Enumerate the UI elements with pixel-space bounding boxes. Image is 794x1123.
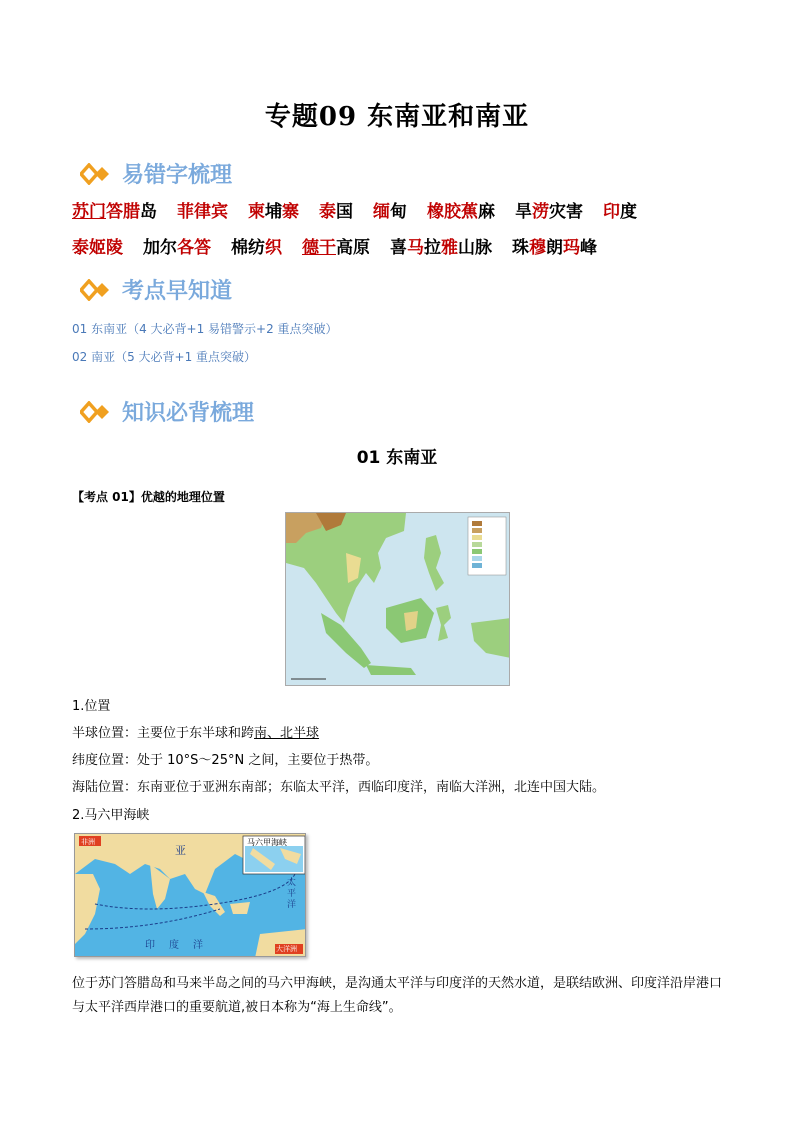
toc-item-1[interactable]: 01 东南亚（4 大必背+1 易错警示+2 重点突破） <box>72 322 338 336</box>
typo-term-part: 拉 <box>424 238 441 258</box>
typo-term-part: 国 <box>336 202 353 222</box>
map-label-indian-ocean: 印度洋 <box>145 940 217 951</box>
typo-term-part: 甸 <box>390 202 407 222</box>
map-label-africa: 非洲 <box>81 838 95 846</box>
typo-term-part: 菲律宾 <box>177 202 228 222</box>
subsection-title: 01 东南亚 <box>356 448 438 468</box>
typo-term-part: 玛 <box>563 238 580 258</box>
typo-term-part: 埔 <box>265 202 282 222</box>
double-diamond-icon <box>80 163 114 185</box>
typo-term-part: 岛 <box>140 202 157 222</box>
typo-term-part: 橡胶蕉 <box>427 202 478 222</box>
section-heading-label: 考点早知道 <box>122 279 233 304</box>
typo-term-part: 各答 <box>177 238 211 258</box>
malacca-paragraph: 位于苏门答腊岛和马来半岛之间的马六甲海峡，是沟通太平洋与印度洋的天然水道，是联结欧洲、印度洋沿岸港口与太平洋西岸港口的重要航道,被日本称为“海上生命线”。 <box>72 976 723 1015</box>
topographic-map-image <box>286 513 510 686</box>
typo-term-part: 印 <box>603 202 620 222</box>
section-heading-typo <box>80 158 232 189</box>
heading-location: 1.位置 <box>72 699 111 714</box>
map-inset-title: 马六甲海峡 <box>247 838 287 847</box>
typo-term <box>302 238 370 258</box>
typo-term-part: 雅 <box>441 238 458 258</box>
map-label-oceania: 大洋洲 <box>276 945 297 953</box>
typo-term-part: 泰姬陵 <box>72 238 123 258</box>
typo-term <box>515 202 583 222</box>
typo-term <box>177 202 228 222</box>
typo-term-part: 山脉 <box>458 238 492 258</box>
hemisphere-text: 半球位置：主要位于东半球和跨 <box>72 726 255 741</box>
double-diamond-icon <box>80 279 114 301</box>
section-heading-points <box>80 274 232 305</box>
section-heading-label: 知识必背梳理 <box>122 401 255 426</box>
typo-term-part: 穆 <box>529 238 546 258</box>
typo-term-part: 织 <box>265 238 282 258</box>
typo-term <box>603 202 637 222</box>
typo-term-part: 寨 <box>282 202 299 222</box>
typo-word-row-1 <box>72 197 657 222</box>
typo-term-part: 柬 <box>248 202 265 222</box>
typo-term-part: 泰 <box>319 202 336 222</box>
typo-term <box>512 238 597 258</box>
section-heading-label: 易错字梳理 <box>122 163 233 188</box>
typo-term-part: 缅 <box>373 202 390 222</box>
map-label-asia: 亚 <box>175 844 186 857</box>
typo-term-part: 度 <box>620 202 637 222</box>
typo-term-part: 朗 <box>546 238 563 258</box>
typo-term-part: 德干 <box>302 238 336 258</box>
sea-land-line: 海陆位置：东南亚位于亚洲东南部；东临太平洋，西临印度洋，南临大洋洲，北连中国大陆。 <box>72 780 606 795</box>
typo-term <box>72 202 157 222</box>
typo-term-part: 答腊 <box>106 202 140 222</box>
typo-term <box>373 202 407 222</box>
typo-term-part: 棉纺 <box>231 238 265 258</box>
typo-term-part: 喜 <box>390 238 407 258</box>
typo-term-part: 旱 <box>515 202 532 222</box>
typo-term-part: 苏门 <box>72 202 106 222</box>
typo-term-part: 涝 <box>532 202 549 222</box>
map-label-pacific: 太平洋 <box>287 878 297 910</box>
typo-term <box>72 238 123 258</box>
typo-term-part: 高原 <box>336 238 370 258</box>
typo-term-part: 麻 <box>478 202 495 222</box>
typo-term-part: 马 <box>407 238 424 258</box>
typo-term <box>143 238 211 258</box>
typo-term-part: 珠 <box>512 238 529 258</box>
typo-term-part: 峰 <box>580 238 597 258</box>
typo-term <box>390 238 492 258</box>
page-title: 专题09 东南亚和南亚 <box>264 102 530 132</box>
typo-term <box>427 202 495 222</box>
section-heading-knowledge <box>80 396 254 427</box>
toc-item-2[interactable]: 02 南亚（5 大必背+1 重点突破） <box>72 350 257 364</box>
malacca-strait-map <box>74 833 306 957</box>
point-label: 【考点 01】优越的地理位置 <box>72 490 225 504</box>
hemisphere-underlined: 南、北半球 <box>254 726 320 741</box>
typo-term <box>248 202 299 222</box>
typo-word-row-2 <box>72 233 617 258</box>
typo-term-part: 灾害 <box>549 202 583 222</box>
double-diamond-icon <box>80 401 114 423</box>
heading-malacca: 2.马六甲海峡 <box>72 808 150 823</box>
typo-term <box>231 238 282 258</box>
hemisphere-line <box>72 722 319 741</box>
typo-term <box>319 202 353 222</box>
southeast-asia-map <box>285 512 510 686</box>
typo-term-part: 加尔 <box>143 238 177 258</box>
latitude-line: 纬度位置：处于 10°S～25°N 之间，主要位于热带。 <box>72 753 379 768</box>
